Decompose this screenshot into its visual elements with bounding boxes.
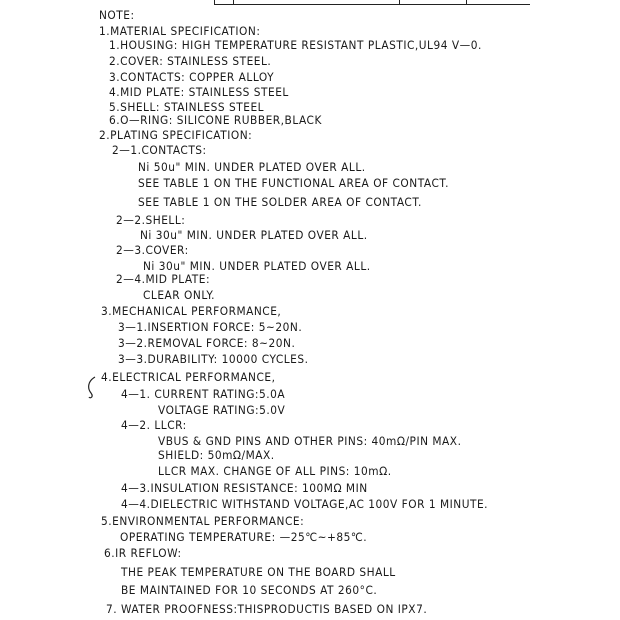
note-subsection: 4—1. CURRENT RATING:5.0A [121, 387, 286, 401]
note-detail: SEE TABLE 1 ON THE SOLDER AREA OF CONTACT. [138, 195, 422, 209]
note-section: 3.MECHANICAL PERFORMANCE, [101, 304, 282, 318]
note-subsection: 3—3.DURABILITY: 10000 CYCLES. [118, 352, 309, 366]
note-section: 6.IR REFLOW: [104, 546, 182, 560]
note-detail: VOLTAGE RATING:5.0V [158, 403, 286, 417]
note-item: 2.COVER: STAINLESS STEEL. [109, 54, 272, 68]
note-detail: LLCR MAX. CHANGE OF ALL PINS: 10mΩ. [158, 464, 392, 478]
note-detail: CLEAR ONLY. [143, 288, 216, 302]
note-item: 1.HOUSING: HIGH TEMPERATURE RESISTANT PLASTIC,UL94 V—0. [109, 38, 482, 52]
note-detail: THE PEAK TEMPERATURE ON THE BOARD SHALL [121, 565, 396, 579]
note-subsection: 3—2.REMOVAL FORCE: 8~20N. [118, 336, 296, 350]
frame-vertical-line [214, 0, 215, 5]
frame-vertical-line [399, 0, 400, 5]
revision-marker-icon [86, 376, 98, 400]
note-detail: VBUS & GND PINS AND OTHER PINS: 40mΩ/PIN MAX. [158, 434, 462, 448]
note-detail: SHIELD: 50mΩ/MAX. [158, 448, 275, 462]
frame-vertical-line [466, 0, 467, 5]
note-subsection: 2—2.SHELL: [116, 213, 186, 227]
note-heading: NOTE: [99, 8, 135, 22]
note-item: 3.CONTACTS: COPPER ALLOY [109, 70, 275, 84]
note-item: 4.MID PLATE: STAINLESS STEEL [109, 85, 289, 99]
note-detail: OPERATING TEMPERATURE: —25℃~+85℃. [120, 530, 368, 544]
note-subsection: 2—3.COVER: [116, 243, 189, 257]
note-detail: Ni 30u" MIN. UNDER PLATED OVER ALL. [143, 259, 371, 273]
note-section: 4.ELECTRICAL PERFORMANCE, [101, 370, 276, 384]
frame-vertical-line [233, 0, 234, 5]
note-detail: Ni 50u" MIN. UNDER PLATED OVER ALL. [138, 160, 366, 174]
note-item: 6.O—RING: SILICONE RUBBER,BLACK [109, 113, 322, 127]
note-detail: SEE TABLE 1 ON THE FUNCTIONAL AREA OF CONTACT. [138, 176, 449, 190]
note-subsection: 4—3.INSULATION RESISTANCE: 100MΩ MIN [121, 481, 368, 495]
note-section: 7. WATER PROOFNESS:THISPRODUCTIS BASED ON IPX7. [106, 602, 428, 616]
note-item: 5.SHELL: STAINLESS STEEL [109, 100, 265, 114]
note-detail: Ni 30u" MIN. UNDER PLATED OVER ALL. [140, 228, 368, 242]
note-section: 5.ENVIRONMENTAL PERFORMANCE: [101, 514, 305, 528]
note-subsection: 3—1.INSERTION FORCE: 5~20N. [118, 320, 303, 334]
note-subsection: 4—4.DIELECTRIC WITHSTAND VOLTAGE,AC 100V FOR 1 MINUTE. [121, 497, 489, 511]
note-subsection: 2—1.CONTACTS: [112, 143, 207, 157]
frame-horizontal-line [214, 4, 530, 5]
note-subsection: 2—4.MID PLATE: [116, 272, 211, 286]
note-detail: BE MAINTAINED FOR 10 SECONDS AT 260°C. [121, 583, 378, 597]
note-section: 1.MATERIAL SPECIFICATION: [99, 24, 261, 38]
note-section: 2.PLATING SPECIFICATION: [99, 128, 253, 142]
note-subsection: 4—2. LLCR: [121, 418, 187, 432]
